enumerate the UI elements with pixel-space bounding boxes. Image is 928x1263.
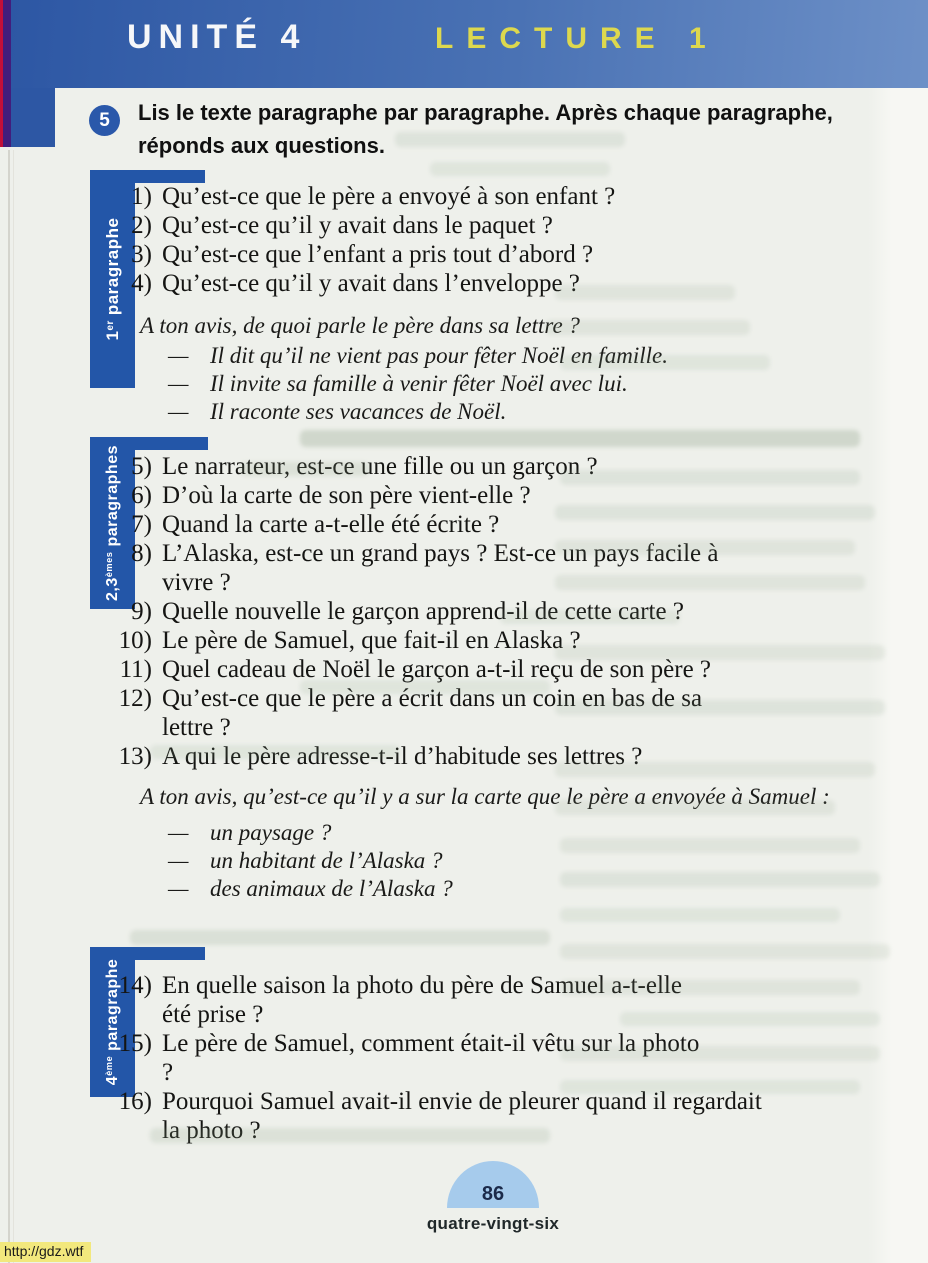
page-number: 86 <box>481 1183 505 1205</box>
question-text: Quelle nouvelle le garçon apprend-il de cette carte ? <box>162 598 684 625</box>
question-row <box>100 539 928 597</box>
question-row <box>100 684 928 742</box>
advice-options <box>168 342 928 426</box>
advice-option-text: Il dit qu’il ne vient pas pour fêter Noël en famille. <box>210 343 669 368</box>
section-paragraphs-2-3 <box>0 437 928 903</box>
question-text: Qu’est-ce qu’il y avait dans le paquet ? <box>162 212 553 239</box>
dash-marker: — <box>168 399 189 424</box>
label-number: 2,3 <box>103 577 121 601</box>
question-row <box>100 1087 928 1145</box>
question-list <box>100 437 928 771</box>
question-number: 15) <box>118 1030 152 1057</box>
advice-option-text: un paysage ? <box>210 820 332 845</box>
exercise-instruction: Lis le texte paragraphe par paragraphe. Après chaque paragraphe, réponds aux questions. <box>138 100 833 158</box>
dash-marker: — <box>168 343 189 368</box>
question-number: 5) <box>131 453 152 480</box>
advice-option-text: Il invite sa famille à venir fêter Noël avec lui. <box>210 371 628 396</box>
label-word: paragraphe <box>103 958 121 1051</box>
watermark-url: http://gdz.wtf <box>0 1242 91 1262</box>
question-text: Qu’est-ce que l’enfant a pris tout d’abord ? <box>162 241 594 268</box>
question-row <box>100 269 928 298</box>
label-word: paragraphe <box>102 217 122 316</box>
question-text: Le narrateur, est-ce une fille ou un garçon ? <box>162 453 598 480</box>
question-text: Le père de Samuel, que fait-il en Alaska ? <box>162 627 581 654</box>
question-row <box>100 481 928 510</box>
question-row <box>100 655 928 684</box>
question-number: 10) <box>118 627 152 654</box>
question-number: 4) <box>131 270 152 297</box>
question-row <box>100 452 928 481</box>
dash-marker: — <box>168 820 189 845</box>
label-superscript: èmes <box>103 551 114 578</box>
question-row <box>100 597 928 626</box>
header-band <box>11 0 928 88</box>
advice-option <box>168 342 928 370</box>
exercise-number-badge: 5 <box>89 105 120 136</box>
label-superscript: ème <box>103 1055 114 1076</box>
advice-option-text: un habitant de l’Alaska ? <box>210 848 443 873</box>
question-text: A qui le père adresse-t-il d’habitude ses lettres ? <box>162 743 643 770</box>
question-number: 12) <box>118 685 152 712</box>
question-row <box>100 182 928 211</box>
question-text: Pourquoi Samuel avait-il envie de pleurer quand il regardait la photo ? <box>162 1088 762 1144</box>
page-number-半circle footer-circle <box>447 1161 539 1208</box>
advice-intro: A ton avis, qu’est-ce qu’il y a sur la carte que le père a envoyée à Samuel : <box>140 784 830 809</box>
question-text: En quelle saison la photo du père de Samuel a-t-elle été prise ? <box>162 972 682 1028</box>
dash-marker: — <box>168 848 189 873</box>
page-number-words: quatre-vingt-six <box>426 1214 560 1233</box>
question-row <box>100 510 928 539</box>
question-text: L’Alaska, est-ce un grand pays ? Est-ce un pays facile à vivre ? <box>162 540 719 596</box>
question-number: 7) <box>131 511 152 538</box>
question-row <box>100 626 928 655</box>
question-number: 11) <box>119 656 152 683</box>
question-number: 14) <box>118 972 152 999</box>
question-text: Qu’est-ce que le père a écrit dans un coin en bas de sa lettre ? <box>162 685 703 741</box>
question-number: 1) <box>131 183 152 210</box>
question-number: 2) <box>131 212 152 239</box>
advice-option <box>168 875 928 903</box>
question-text: Quel cadeau de Noël le garçon a-t-il reçu de son père ? <box>162 656 712 683</box>
question-text: Qu’est-ce qu’il y avait dans l’enveloppe ? <box>162 270 580 297</box>
advice-option <box>168 398 928 426</box>
question-text: Le père de Samuel, comment était-il vêtu sur la photo ? <box>162 1030 700 1086</box>
question-number: 6) <box>131 482 152 509</box>
bleed-through-ghost <box>130 930 550 945</box>
question-number: 13) <box>118 743 152 770</box>
advice-intro: A ton avis, de quoi parle le père dans sa lettre ? <box>140 313 580 338</box>
question-list <box>100 947 928 1145</box>
question-text: Quand la carte a-t-elle été écrite ? <box>162 511 500 538</box>
question-text: D’où la carte de son père vient-elle ? <box>162 482 531 509</box>
question-number: 3) <box>131 241 152 268</box>
question-list <box>100 170 928 298</box>
question-number: 16) <box>118 1088 152 1115</box>
spine-purple-strip <box>3 0 11 147</box>
label-word: paragraphes <box>103 445 121 547</box>
dash-marker: — <box>168 371 189 396</box>
advice-option <box>168 370 928 398</box>
label-number: 4 <box>103 1075 121 1086</box>
lecture-title: LECTURE 1 <box>435 22 719 55</box>
label-superscript: er <box>104 320 116 331</box>
advice-block <box>140 783 928 903</box>
section-paragraph-1 <box>0 170 928 426</box>
label-number: 1 <box>102 330 122 341</box>
question-number: 9) <box>131 598 152 625</box>
unit-title: UNITÉ 4 <box>127 18 307 56</box>
advice-options <box>168 819 928 903</box>
section-paragraph-4 <box>0 947 928 1145</box>
advice-option <box>168 847 928 875</box>
advice-option-text: des animaux de l’Alaska ? <box>210 876 453 901</box>
question-row <box>100 971 928 1029</box>
question-row <box>100 240 928 269</box>
advice-option <box>168 819 928 847</box>
question-number: 8) <box>131 540 152 567</box>
bleed-through-ghost <box>560 908 840 922</box>
advice-option-text: Il raconte ses vacances de Noël. <box>210 399 507 424</box>
question-text: Qu’est-ce que le père a envoyé à son enfant ? <box>162 183 616 210</box>
advice-block <box>140 312 928 426</box>
dash-marker: — <box>168 876 189 901</box>
question-row <box>100 1029 928 1087</box>
question-row <box>100 211 928 240</box>
question-row <box>100 742 928 771</box>
